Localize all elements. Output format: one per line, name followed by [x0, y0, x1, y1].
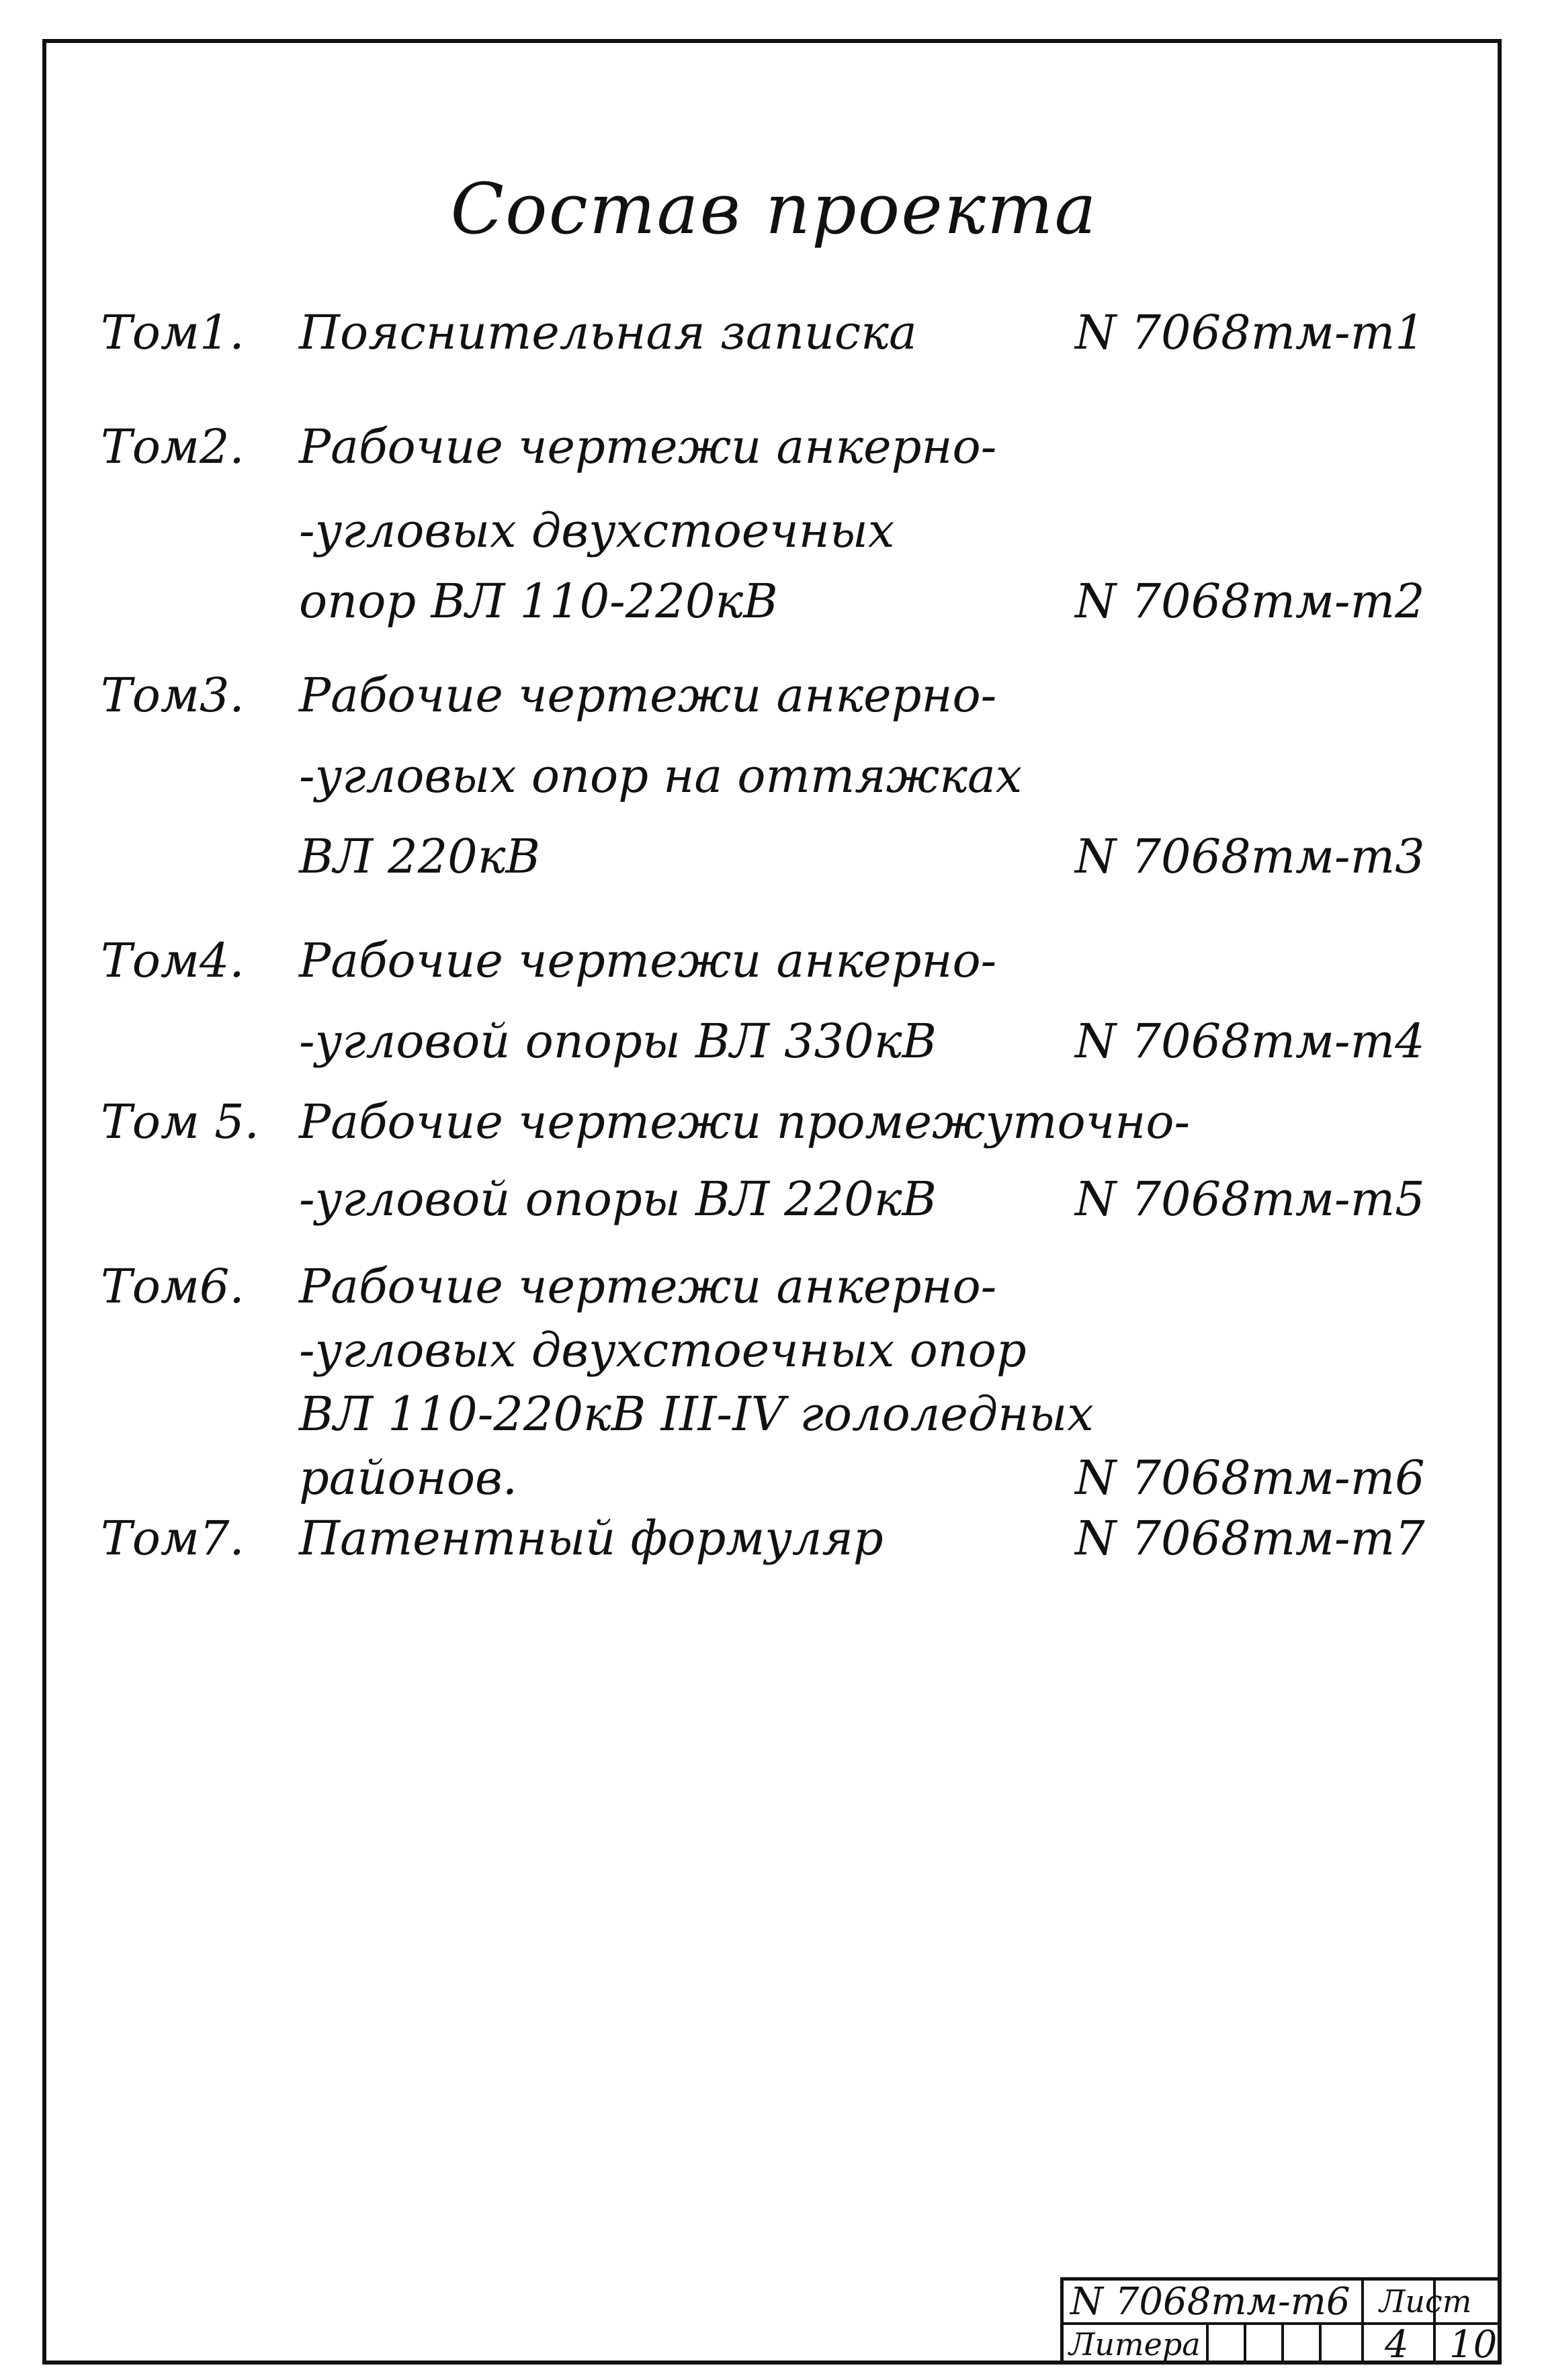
volume-2-line-1: Рабочие чертежи анкерно-	[299, 419, 997, 474]
volume-7-label: Том7.	[101, 1511, 245, 1566]
volume-6-line-3: ВЛ 110-220кВ III-IV гололедных	[299, 1386, 1094, 1442]
volume-6-line-2: -угловых двухстоечных опор	[299, 1323, 1027, 1378]
sheet-label: Лист	[1379, 2283, 1472, 2320]
volume-4-line-1: Рабочие чертежи анкерно-	[299, 933, 997, 988]
volume-3-label: Том3.	[101, 668, 245, 723]
volume-3-code: N 7068тм-т3	[1075, 829, 1425, 884]
document-designation: N 7068тм-т6	[1070, 2280, 1350, 2324]
volume-3-line-2: -угловых опор на оттяжках	[299, 748, 1023, 803]
volume-2-line-3: опор ВЛ 110-220кВ	[299, 574, 778, 629]
volume-3-line-1: Рабочие чертежи анкерно-	[299, 668, 997, 723]
title-block-column-divider	[1361, 2281, 1364, 2365]
volume-2-line-2: -угловых двухстоечных	[299, 503, 895, 558]
volume-5-line-2: -угловой опоры ВЛ 220кВ	[299, 1172, 937, 1227]
litera-cell-divider	[1244, 2322, 1246, 2365]
page-title: Состав проекта	[450, 168, 1098, 250]
volume-2-code: N 7068тм-т2	[1075, 574, 1425, 629]
volume-1-line-1: Пояснительная записка	[299, 305, 917, 360]
volume-1-code: N 7068тм-т1	[1075, 305, 1425, 360]
volume-6-line-4: районов.	[299, 1450, 518, 1505]
litera-label: Литера	[1069, 2326, 1201, 2363]
title-block	[1060, 2277, 1502, 2365]
volume-6-code: N 7068тм-т6	[1075, 1450, 1425, 1505]
volume-6-line-1: Рабочие чертежи анкерно-	[299, 1259, 997, 1314]
volume-6-label: Том6.	[101, 1259, 245, 1314]
volume-4-line-2: -угловой опоры ВЛ 330кВ	[299, 1014, 937, 1069]
volume-4-label: Том4.	[101, 933, 245, 988]
volume-5-label: Том 5.	[101, 1094, 259, 1149]
sheet-number: 4	[1385, 2323, 1409, 2367]
volume-4-code: N 7068тм-т4	[1075, 1014, 1425, 1069]
volume-7-code: N 7068тм-т7	[1075, 1511, 1425, 1566]
volume-2-label: Том2.	[101, 419, 245, 474]
litera-cell-divider	[1206, 2322, 1209, 2365]
volume-5-line-1: Рабочие чертежи промежуточно-	[299, 1094, 1191, 1149]
volume-7-line-1: Патентный формуляр	[299, 1511, 884, 1566]
volume-3-line-3: ВЛ 220кВ	[299, 829, 540, 884]
total-sheets: 10	[1449, 2323, 1498, 2367]
litera-cell-divider	[1281, 2322, 1284, 2365]
volume-1-label: Том1.	[101, 305, 245, 360]
litera-cell-divider	[1319, 2322, 1322, 2365]
volume-5-code: N 7068тм-т5	[1075, 1172, 1425, 1227]
